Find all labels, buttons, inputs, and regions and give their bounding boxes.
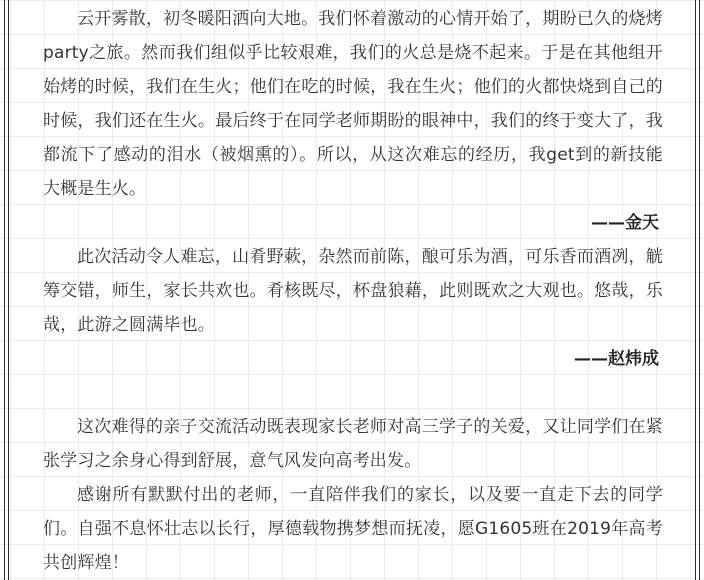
paragraph-exchange: 这次难得的亲子交流活动既表现家长老师对高三学子的关爱，又让同学们在紧张学习之余身心得到舒展，意气风发向高考出发。: [43, 417, 663, 471]
paragraph-feast: 此次活动令人难忘，山肴野蔌，杂然而前陈，酿可乐为酒，可乐香而酒冽，觥筹交错，师生，家长共欢也。肴核既尽，杯盘狼藉，此则既欢之大观也。悠哉，乐哉，此游之圆满毕也。: [43, 247, 663, 335]
signature-zhao-weicheng: ——赵炜成: [574, 349, 659, 369]
blank-line: [43, 376, 663, 410]
signature-jin-tian: ——金天: [591, 213, 659, 233]
article-body: [43, 2, 663, 580]
paragraph-bbq: 云开雾散，初冬暖阳洒向大地。我们怀着激动的心情开始了，期盼已久的烧烤party之旅。然而我们组似乎比较艰难，我们的火总是烧不起来。于是在其他组开始烤的时候，我们在生火；他们在吃的时候，我在生火；他们的火都快烧到自己的时候，我们还在生火。最后终于在同学老师期盼的眼神中，我们的终于变大了，我都流下了感动的泪水（被烟熏的）。所以，从这次难忘的经历，我get到的新技能大概是生火。: [43, 9, 663, 199]
left-double-border: [4, 0, 9, 580]
paragraph-thanks: 感谢所有默默付出的老师，一直陪伴我们的家长，以及要一直走下去的同学们。自强不息怀壮志以长行，厚德载物携梦想而抚凌，愿G1605班在2019年高考共创辉煌！: [43, 485, 663, 573]
right-double-border: [695, 0, 700, 580]
